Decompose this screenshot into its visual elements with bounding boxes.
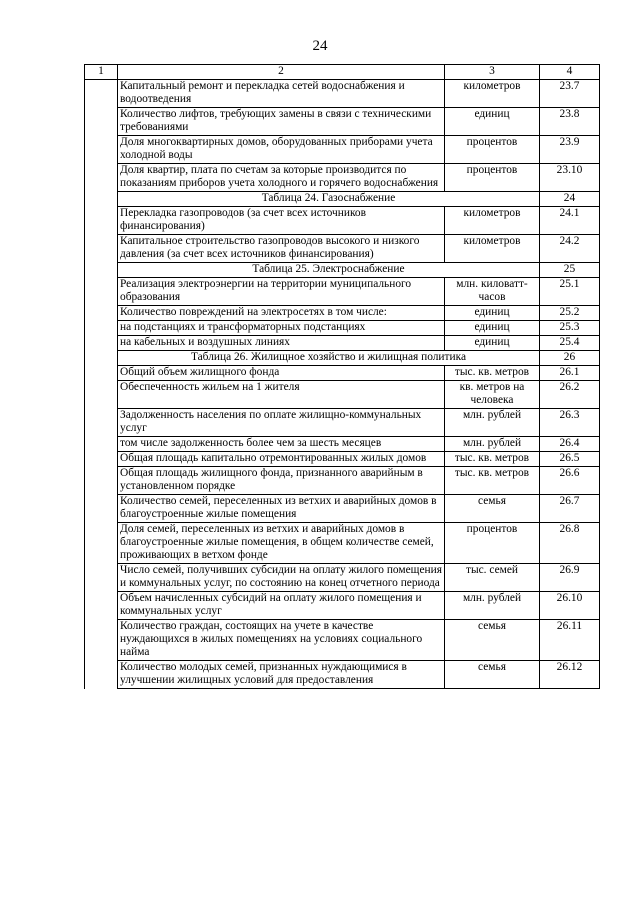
row-number-cell [85,207,118,235]
row-number-cell [85,452,118,467]
indicator-name: Количество повреждений на электросетях в том числе: [118,306,445,321]
row-number-cell [85,108,118,136]
code-cell: 25.3 [540,321,600,336]
unit-cell: семья [445,620,540,661]
code-cell: 23.8 [540,108,600,136]
table-row [85,381,600,409]
row-number-cell [85,437,118,452]
code-cell: 25 [540,263,600,278]
code-cell: 23.7 [540,80,600,108]
table-row [85,80,600,108]
unit-cell: процентов [445,136,540,164]
section-title: Таблица 26. Жилищное хозяйство и жилищная политика [118,351,540,366]
indicator-name: Количество лифтов, требующих замены в связи с техническими требованиями [118,108,445,136]
unit-cell: процентов [445,523,540,564]
table-row [85,321,600,336]
indicator-name: Количество молодых семей, признанных нуждающимися в улучшении жилищных условий для предоставления [118,661,445,689]
code-cell: 24.1 [540,207,600,235]
table-body [85,65,600,689]
unit-cell: единиц [445,321,540,336]
code-cell: 26 [540,351,600,366]
unit-cell: млн. рублей [445,592,540,620]
table-row [85,409,600,437]
row-number-cell [85,321,118,336]
table-row [85,661,600,689]
row-number-cell [85,366,118,381]
unit-cell: тыс. кв. метров [445,467,540,495]
section-row [85,351,600,366]
header-row [85,65,600,80]
table-row [85,620,600,661]
header-cell-1: 1 [85,65,118,80]
table-row [85,495,600,523]
code-cell: 23.10 [540,164,600,192]
unit-cell: семья [445,495,540,523]
row-number-cell [85,306,118,321]
header-cell-2: 2 [118,65,445,80]
row-number-cell [85,351,118,366]
row-number-cell [85,263,118,278]
header-cell-4: 4 [540,65,600,80]
row-number-cell [85,620,118,661]
indicator-name: Доля семей, переселенных из ветхих и аварийных домов в благоустроенные жилые помещения, в общем количестве семей, проживающих в ветхом фонде [118,523,445,564]
indicator-name: на кабельных и воздушных линиях [118,336,445,351]
code-cell: 23.9 [540,136,600,164]
indicator-name: Капитальное строительство газопроводов высокого и низкого давления (за счет всех источников финансирования) [118,235,445,263]
code-cell: 26.4 [540,437,600,452]
code-cell: 25.2 [540,306,600,321]
row-number-cell [85,409,118,437]
table-row [85,564,600,592]
section-row [85,192,600,207]
table-row [85,592,600,620]
row-number-cell [85,336,118,351]
unit-cell: млн. киловатт-часов [445,278,540,306]
code-cell: 26.9 [540,564,600,592]
unit-cell: семья [445,661,540,689]
unit-cell: кв. метров на человека [445,381,540,409]
unit-cell: тыс. кв. метров [445,366,540,381]
table-row [85,467,600,495]
row-number-cell [85,80,118,108]
row-number-cell [85,164,118,192]
table-row [85,136,600,164]
unit-cell: млн. рублей [445,409,540,437]
row-number-cell [85,564,118,592]
unit-cell: млн. рублей [445,437,540,452]
unit-cell: километров [445,80,540,108]
section-title: Таблица 24. Газоснабжение [118,192,540,207]
code-cell: 26.1 [540,366,600,381]
code-cell: 24 [540,192,600,207]
indicators-table [84,64,600,689]
code-cell: 26.6 [540,467,600,495]
table-row [85,523,600,564]
row-number-cell [85,136,118,164]
table-row [85,235,600,263]
unit-cell: единиц [445,306,540,321]
table-row [85,437,600,452]
table-row [85,336,600,351]
section-title: Таблица 25. Электроснабжение [118,263,540,278]
code-cell: 24.2 [540,235,600,263]
indicator-name: Общая площадь жилищного фонда, признанного аварийным в установленном порядке [118,467,445,495]
indicator-name: Объем начисленных субсидий на оплату жилого помещения и коммунальных услуг [118,592,445,620]
page-number: 24 [312,38,328,54]
indicator-name: Общий объем жилищного фонда [118,366,445,381]
indicator-name: Число семей, получивших субсидии на оплату жилого помещения и коммунальных услуг, по состоянию на конец отчетного периода [118,564,445,592]
unit-cell: километров [445,207,540,235]
table-row [85,306,600,321]
code-cell: 25.1 [540,278,600,306]
indicator-name: Доля квартир, плата по счетам за которые производится по показаниям приборов учета холодного и горячего водоснабжения [118,164,445,192]
indicator-name: Задолженность населения по оплате жилищно-коммунальных услуг [118,409,445,437]
unit-cell: процентов [445,164,540,192]
unit-cell: тыс. семей [445,564,540,592]
unit-cell: единиц [445,336,540,351]
code-cell: 26.8 [540,523,600,564]
code-cell: 26.12 [540,661,600,689]
table-row [85,366,600,381]
row-number-cell [85,495,118,523]
indicator-name: Обеспеченность жильем на 1 жителя [118,381,445,409]
code-cell: 26.2 [540,381,600,409]
section-row [85,263,600,278]
table-row [85,452,600,467]
unit-cell: тыс. кв. метров [445,452,540,467]
row-number-cell [85,381,118,409]
table-row [85,108,600,136]
indicator-name: Общая площадь капитально отремонтированных жилых домов [118,452,445,467]
code-cell: 26.3 [540,409,600,437]
table-row [85,164,600,192]
code-cell: 26.7 [540,495,600,523]
row-number-cell [85,592,118,620]
indicator-name: том числе задолженность более чем за шесть месяцев [118,437,445,452]
row-number-cell [85,523,118,564]
header-cell-3: 3 [445,65,540,80]
unit-cell: километров [445,235,540,263]
table-row [85,207,600,235]
indicator-name: Количество семей, переселенных из ветхих и аварийных домов в благоустроенные жилые помещения [118,495,445,523]
row-number-cell [85,278,118,306]
row-number-cell [85,235,118,263]
row-number-cell [85,192,118,207]
indicator-name: Капитальный ремонт и перекладка сетей водоснабжения и водоотведения [118,80,445,108]
code-cell: 26.5 [540,452,600,467]
code-cell: 26.11 [540,620,600,661]
indicator-name: на подстанциях и трансформаторных подстанциях [118,321,445,336]
indicator-name: Количество граждан, состоящих на учете в качестве нуждающихся в жилых помещениях на условиях социального найма [118,620,445,661]
indicator-name: Перекладка газопроводов (за счет всех источников финансирования) [118,207,445,235]
indicator-name: Доля многоквартирных домов, оборудованных приборами учета холодной воды [118,136,445,164]
row-number-cell [85,467,118,495]
unit-cell: единиц [445,108,540,136]
code-cell: 25.4 [540,336,600,351]
table-row [85,278,600,306]
row-number-cell [85,661,118,689]
code-cell: 26.10 [540,592,600,620]
indicator-name: Реализация электроэнергии на территории муниципального образования [118,278,445,306]
